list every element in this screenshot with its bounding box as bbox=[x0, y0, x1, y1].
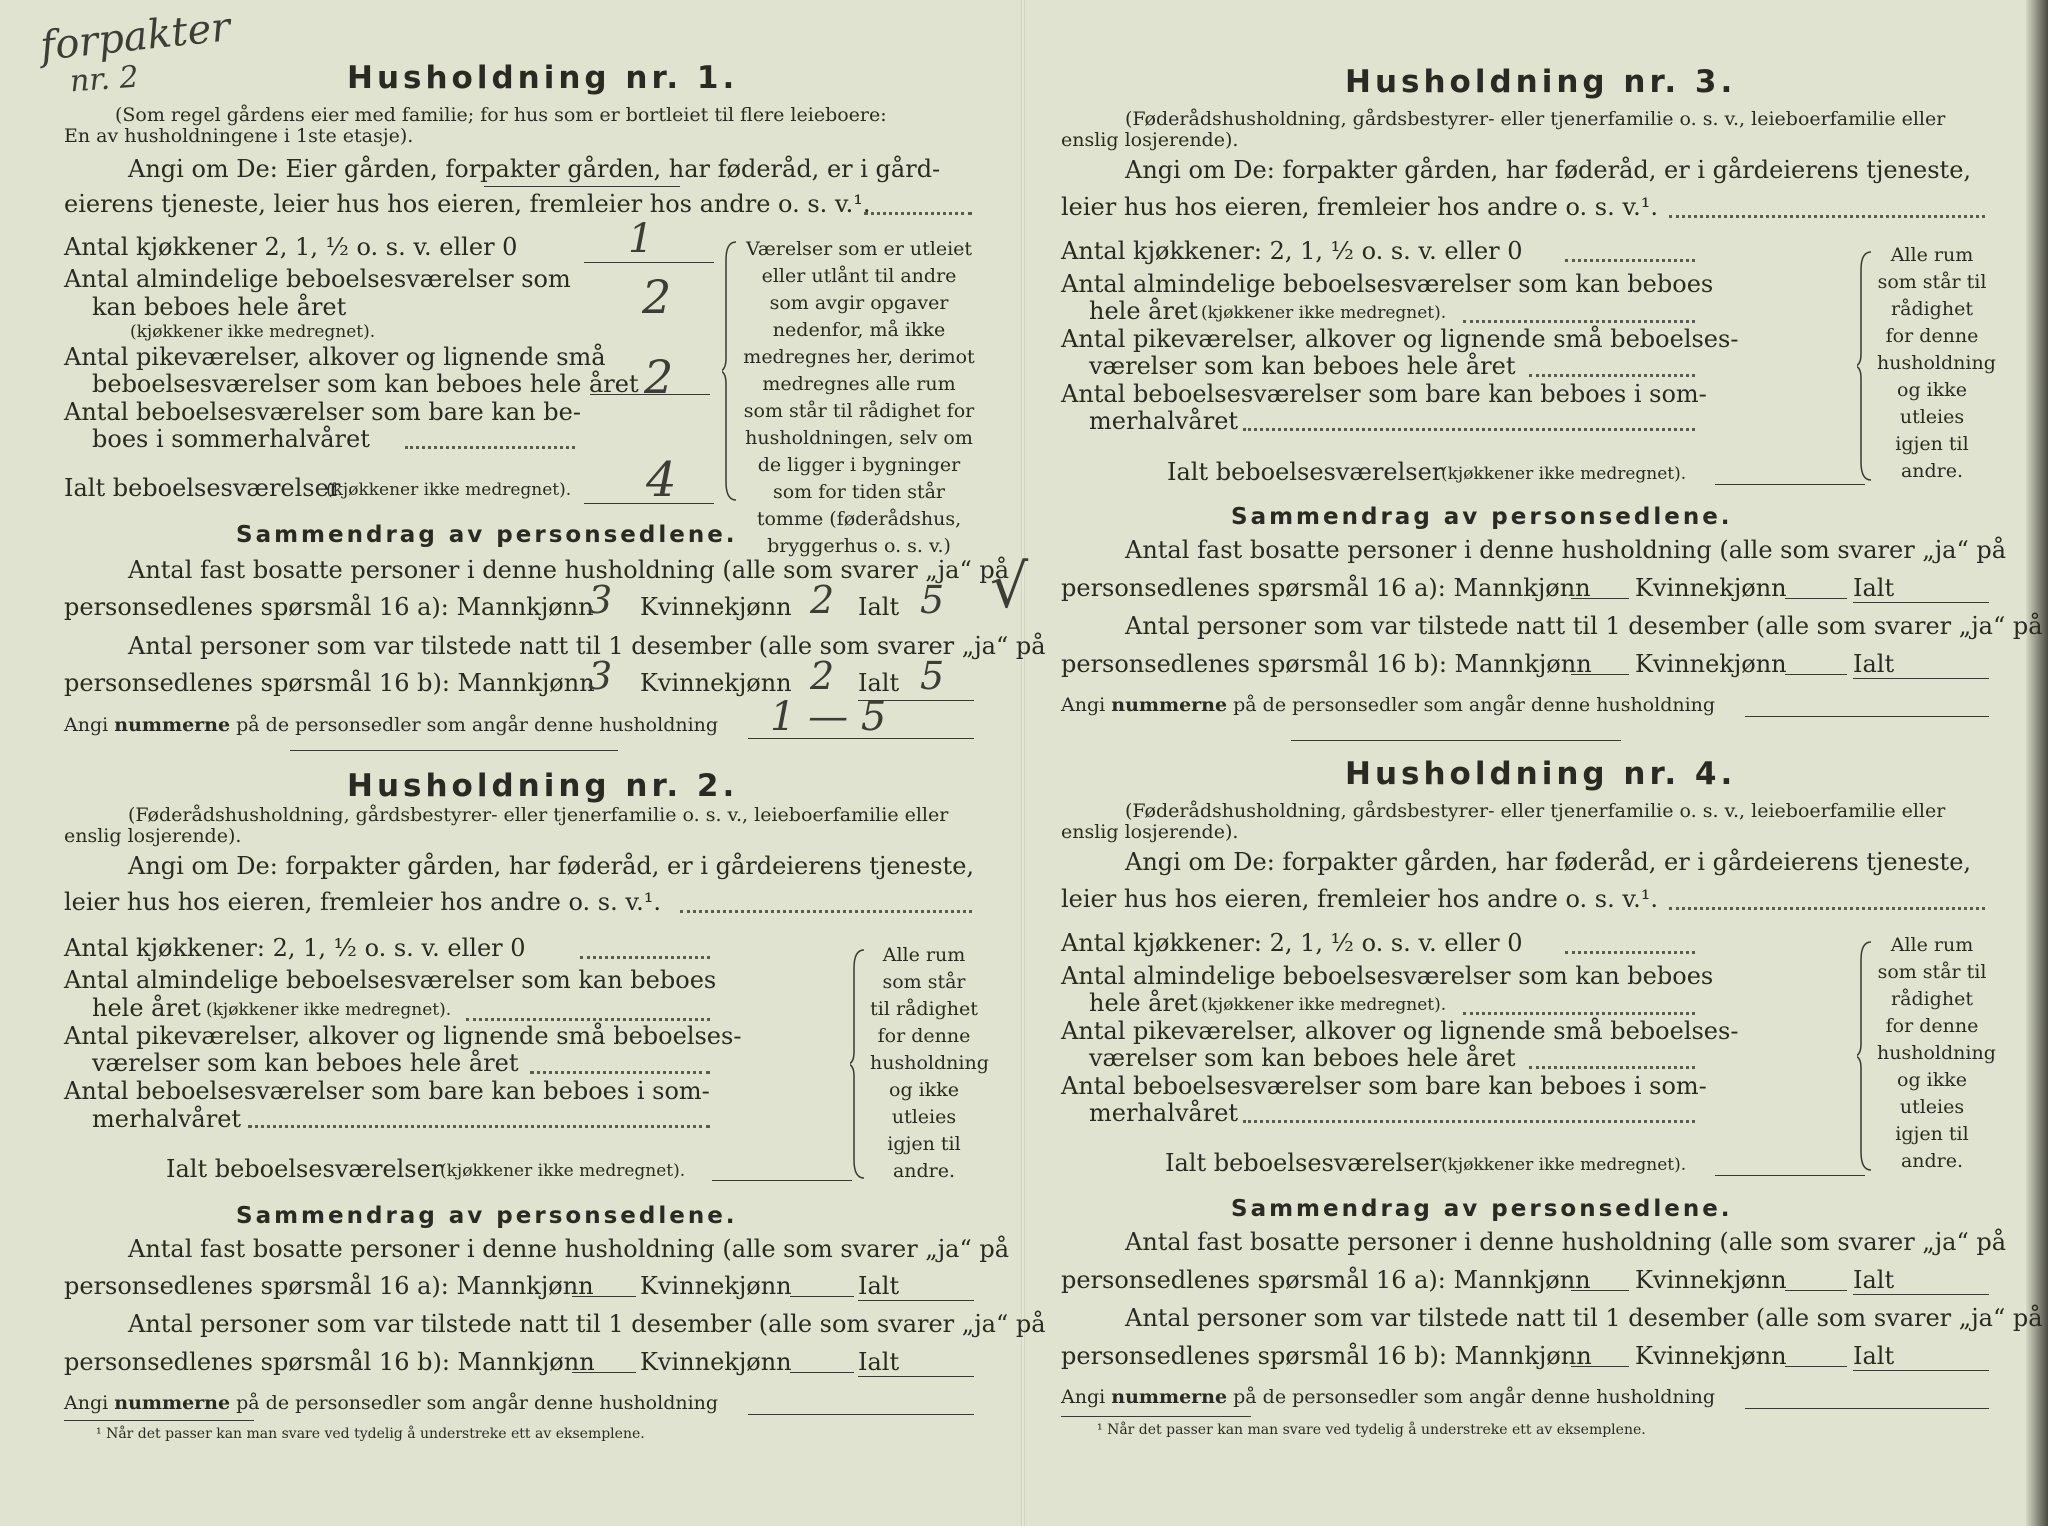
h3-pike-fill bbox=[1529, 374, 1695, 377]
h3-title: Husholdning nr. 3. bbox=[1345, 64, 1737, 100]
corner-handwritten-note: forpakter bbox=[38, 4, 233, 70]
h4-ialt-label: Ialt beboelsesværelser bbox=[1165, 1149, 1442, 1177]
h2-sommer-fill bbox=[248, 1125, 710, 1128]
footnote-left: ¹ Når det passer kan man svare ved tydelig å understreke ett av eksemplene. bbox=[96, 1426, 645, 1442]
h4-pike-label-2: værelser som kan beboes hele året bbox=[1089, 1044, 1516, 1072]
h1-16b-kvinne-label: Kvinnekjønn bbox=[640, 669, 792, 697]
h2-16b-kvinne-field[interactable] bbox=[790, 1372, 854, 1373]
h4-beboelse-fill bbox=[1463, 1012, 1695, 1015]
h2-pike-label-2: værelser som kan beboes hele året bbox=[92, 1049, 519, 1077]
h3-beboelse-note: (kjøkkener ikke medregnet). bbox=[1201, 303, 1447, 323]
h3-kjokken-fill bbox=[1565, 259, 1695, 262]
h3-kjokken-label: Antal kjøkkener: 2, 1, ½ o. s. v. eller 0 bbox=[1061, 237, 1523, 265]
h4-16b-kvinne-field[interactable] bbox=[1785, 1366, 1847, 1367]
h3-16b-mann-field[interactable] bbox=[1571, 674, 1629, 675]
h3-sammendrag-title: Sammendrag av personsedlene. bbox=[1231, 504, 1733, 530]
h1-subtitle-1: (Som regel gårdens eier med familie; for hus som er bortleiet til flere leieboere: bbox=[115, 104, 887, 126]
h1-tilstede-line-2: personsedlenes spørsmål 16 b): Mannkjønn bbox=[64, 669, 595, 697]
h3-section-divider bbox=[1291, 740, 1621, 741]
h2-angi-fill bbox=[680, 910, 972, 913]
h1-kjokken-value: 1 bbox=[628, 216, 654, 262]
h3-sommer-label-1: Antal beboelsesværelser som bare kan beboes i som- bbox=[1061, 380, 1707, 408]
h1-16b-mann-value: 3 bbox=[588, 654, 613, 698]
h4-beboelse-note: (kjøkkener ikke medregnet). bbox=[1201, 995, 1447, 1015]
h2-subtitle-2: enslig losjerende). bbox=[64, 825, 242, 847]
h4-fast-line-2: personsedlenes spørsmål 16 a): Mannkjønn bbox=[1061, 1266, 1591, 1294]
h1-beboelse-label-2: kan beboes hele året bbox=[92, 293, 347, 321]
h2-brace bbox=[850, 948, 870, 1180]
h4-16b-ialt-field[interactable] bbox=[1853, 1370, 1989, 1371]
h2-tilstede-line-1: Antal personer som var tilstede natt til 1 desember (alle som svarer „ja“ på bbox=[128, 1310, 1046, 1338]
h1-subtitle-2: En av husholdningene i 1ste etasje). bbox=[64, 125, 414, 147]
h2-ialt-rule bbox=[712, 1180, 852, 1181]
h1-kjokken-rule bbox=[584, 262, 714, 263]
h3-sommer-fill bbox=[1243, 428, 1695, 431]
h2-ialt-note: (kjøkkener ikke medregnet). bbox=[440, 1161, 686, 1181]
h2-pike-label-1: Antal pikeværelser, alkover og lignende små beboelses- bbox=[64, 1022, 742, 1050]
h1-16a-kvinne-value: 2 bbox=[810, 578, 835, 622]
h1-beboelse-label-1: Antal almindelige beboelsesværelser som bbox=[64, 265, 571, 293]
h1-beboelse-value: 2 bbox=[642, 270, 672, 324]
h4-sommer-label-1: Antal beboelsesværelser som bare kan beboes i som- bbox=[1061, 1072, 1707, 1100]
h1-pike-label-1: Antal pikeværelser, alkover og lignende små bbox=[64, 343, 606, 371]
h4-16a-ialt-field[interactable] bbox=[1853, 1294, 1989, 1295]
h1-sommer-label-1: Antal beboelsesværelser som bare kan be- bbox=[64, 398, 581, 426]
h1-pike-label-2: beboelsesværelser som kan beboes hele året bbox=[92, 370, 639, 398]
h3-16b-kvinne-field[interactable] bbox=[1785, 674, 1847, 675]
h3-pike-label-1: Antal pikeværelser, alkover og lignende små beboelses- bbox=[1061, 325, 1739, 353]
h3-ialt-note: (kjøkkener ikke medregnet). bbox=[1441, 464, 1687, 484]
h1-side-note: Værelser som er utleiet eller utlånt til andre som avgir opgaver nedenfor, må ikke medregnes her, derimot medregnes alle rum som står til rådighet for husholdningen, selv om de ligger i bygninger som for tiden står tomme (føderådshus, bryggerhus o. s. v.) bbox=[743, 238, 975, 557]
h3-subtitle-1: (Føderådshusholdning, gårdsbestyrer- eller tjenerfamilie o. s. v., leieboerfamilie eller bbox=[1125, 108, 1946, 130]
h4-side-note: Alle rum som står til rådighet for denne husholdning og ikke utleies igjen til andre. bbox=[1877, 934, 1996, 1172]
h3-16a-ialt-label: Ialt bbox=[1853, 574, 1895, 602]
h3-fast-line-2: personsedlenes spørsmål 16 a): Mannkjønn bbox=[1061, 574, 1591, 602]
h4-brace bbox=[1857, 940, 1877, 1172]
h1-16b-kvinne-value: 2 bbox=[810, 654, 835, 698]
h2-16a-mann-field[interactable] bbox=[572, 1296, 636, 1297]
h3-tilstede-line-1: Antal personer som var tilstede natt til 1 desember (alle som svarer „ja“ på bbox=[1125, 612, 2043, 640]
h2-ialt-label: Ialt beboelsesværelser bbox=[166, 1155, 443, 1183]
h3-16a-mann-field[interactable] bbox=[1571, 598, 1629, 599]
h1-angi-line-1: Angi om De: Eier gården, forpakter gården, har føderåd, er i gård- bbox=[128, 155, 941, 183]
h4-angi-fill bbox=[1669, 907, 1985, 910]
h4-kjokken-label: Antal kjøkkener: 2, 1, ½ o. s. v. eller 0 bbox=[1061, 929, 1523, 957]
h4-angi-line-1: Angi om De: forpakter gården, har føderåd, er i gårdeierens tjeneste, bbox=[1125, 848, 1972, 876]
h3-nummerne-line: Angi nummerne på de personsedler som angår denne husholdning bbox=[1061, 694, 1716, 716]
h3-subtitle-2: enslig losjerende). bbox=[1061, 129, 1239, 151]
h3-16a-kvinne-field[interactable] bbox=[1785, 598, 1847, 599]
h4-title: Husholdning nr. 4. bbox=[1345, 756, 1737, 792]
h4-nummerne-line: Angi nummerne på de personsedler som angår denne husholdning bbox=[1061, 1386, 1716, 1408]
h4-16a-mann-field[interactable] bbox=[1571, 1290, 1629, 1291]
h4-nummerne-field[interactable] bbox=[1745, 1408, 1989, 1409]
h3-nummerne-field[interactable] bbox=[1745, 716, 1989, 717]
h1-nummerne-line: Angi nummerne på de personsedler som angår denne husholdning bbox=[64, 714, 719, 736]
h2-fast-line-1: Antal fast bosatte personer i denne husholdning (alle som svarer „ja“ på bbox=[128, 1235, 1010, 1263]
h2-sammendrag-title: Sammendrag av personsedlene. bbox=[236, 1203, 738, 1229]
h4-angi-line-2: leier hus hos eieren, fremleier hos andre o. s. v.¹. bbox=[1061, 885, 1658, 913]
h1-brace bbox=[722, 240, 742, 502]
h1-pike-rule bbox=[590, 394, 710, 395]
h1-16a-ialt-label: Ialt bbox=[858, 593, 900, 621]
h1-fast-line-1: Antal fast bosatte personer i denne husholdning (alle som svarer „ja“ på bbox=[128, 556, 1010, 584]
h2-nummerne-line: Angi nummerne på de personsedler som angår denne husholdning bbox=[64, 1392, 719, 1414]
h2-kjokken-label: Antal kjøkkener: 2, 1, ½ o. s. v. eller 0 bbox=[64, 934, 526, 962]
h3-angi-line-1: Angi om De: forpakter gården, har føderåd, er i gårdeierens tjeneste, bbox=[1125, 156, 1972, 184]
h3-16a-kvinne-label: Kvinnekjønn bbox=[1635, 574, 1787, 602]
h2-kjokken-fill bbox=[580, 956, 710, 959]
h2-16a-kvinne-field[interactable] bbox=[790, 1296, 854, 1297]
h4-16a-kvinne-label: Kvinnekjønn bbox=[1635, 1266, 1787, 1294]
h4-beboelse-label-1: Antal almindelige beboelsesværelser som kan beboes bbox=[1061, 962, 1714, 990]
h3-pike-label-2: værelser som kan beboes hele året bbox=[1089, 352, 1516, 380]
h4-subtitle-1: (Føderådshusholdning, gårdsbestyrer- eller tjenerfamilie o. s. v., leieboerfamilie eller bbox=[1125, 800, 1946, 822]
h2-beboelse-label-2: hele året bbox=[92, 994, 201, 1022]
h4-pike-fill bbox=[1529, 1066, 1695, 1069]
h4-tilstede-line-2: personsedlenes spørsmål 16 b): Mannkjønn bbox=[1061, 1342, 1592, 1370]
h4-ialt-note: (kjøkkener ikke medregnet). bbox=[1441, 1155, 1687, 1175]
h3-brace bbox=[1857, 250, 1877, 482]
h2-sommer-label-2: merhalvåret bbox=[92, 1105, 242, 1133]
h2-16b-ialt-label: Ialt bbox=[858, 1348, 900, 1376]
h4-16a-kvinne-field[interactable] bbox=[1785, 1290, 1847, 1291]
h3-16a-ialt-field[interactable] bbox=[1853, 602, 1989, 603]
h1-title: Husholdning nr. 1. bbox=[347, 60, 739, 96]
h1-pike-value: 2 bbox=[644, 350, 674, 404]
h1-ialt-rule bbox=[584, 503, 714, 504]
h1-angi-line-2: eierens tjeneste, leier hus hos eieren, fremleier hos andre o. s. v.¹. bbox=[64, 190, 871, 218]
h2-16b-mann-field[interactable] bbox=[572, 1372, 636, 1373]
h4-16b-mann-field[interactable] bbox=[1571, 1366, 1629, 1367]
h2-side-note: Alle rum som står til rådighet for denne husholdning og ikke utleies igjen til andre. bbox=[870, 944, 989, 1182]
h3-beboelse-fill bbox=[1463, 320, 1695, 323]
h1-16a-mann-value: 3 bbox=[588, 578, 613, 622]
h4-sommer-label-2: merhalvåret bbox=[1089, 1099, 1239, 1127]
h3-sommer-label-2: merhalvåret bbox=[1089, 407, 1239, 435]
h2-nummerne-field[interactable] bbox=[748, 1414, 974, 1415]
h2-subtitle-1: (Føderådshusholdning, gårdsbestyrer- eller tjenerfamilie o. s. v., leieboerfamilie eller bbox=[128, 804, 949, 826]
h1-angi-fill bbox=[864, 212, 972, 215]
h1-underline-forpakter bbox=[484, 186, 680, 187]
h3-angi-line-2: leier hus hos eieren, fremleier hos andre o. s. v.¹. bbox=[1061, 193, 1658, 221]
h1-section-divider bbox=[290, 750, 618, 751]
h1-sommer-fill bbox=[405, 446, 575, 449]
h2-16b-kvinne-label: Kvinnekjønn bbox=[640, 1348, 792, 1376]
footnote-right: ¹ Når det passer kan man svare ved tydelig å understreke ett av eksemplene. bbox=[1097, 1422, 1646, 1438]
h2-sommer-label-1: Antal beboelsesværelser som bare kan beboes i som- bbox=[64, 1077, 710, 1105]
h1-nummerne-value: 1 — 5 bbox=[770, 694, 887, 740]
h2-16a-kvinne-label: Kvinnekjønn bbox=[640, 1272, 792, 1300]
h4-ialt-rule bbox=[1715, 1175, 1865, 1176]
h1-ialt-label: Ialt beboelsesværelser bbox=[64, 474, 341, 502]
h4-pike-label-1: Antal pikeværelser, alkover og lignende små beboelses- bbox=[1061, 1017, 1739, 1045]
h1-16a-kvinne-label: Kvinnekjønn bbox=[640, 593, 792, 621]
h3-tilstede-line-2: personsedlenes spørsmål 16 b): Mannkjønn bbox=[1061, 650, 1592, 678]
h3-ialt-label: Ialt beboelsesværelser bbox=[1167, 458, 1444, 486]
h4-16b-kvinne-label: Kvinnekjønn bbox=[1635, 1342, 1787, 1370]
h1-16a-ialt-value: 5 bbox=[920, 578, 945, 622]
footnote-rule-right bbox=[1061, 1416, 1251, 1417]
h3-16b-kvinne-label: Kvinnekjønn bbox=[1635, 650, 1787, 678]
h2-angi-line-2: leier hus hos eieren, fremleier hos andre o. s. v.¹. bbox=[64, 888, 661, 916]
h1-ialt-note: (kjøkkener ikke medregnet). bbox=[326, 480, 572, 500]
h4-16a-ialt-label: Ialt bbox=[1853, 1266, 1895, 1294]
h4-beboelse-label-2: hele året bbox=[1089, 989, 1198, 1017]
h1-16b-ialt-value: 5 bbox=[920, 654, 945, 698]
h4-16b-ialt-label: Ialt bbox=[1853, 1342, 1895, 1370]
h1-kjokken-label: Antal kjøkkener 2, 1, ½ o. s. v. eller 0 bbox=[64, 233, 518, 261]
h1-beboelse-note: (kjøkkener ikke medregnet). bbox=[130, 322, 376, 342]
h4-fast-line-1: Antal fast bosatte personer i denne husholdning (alle som svarer „ja“ på bbox=[1125, 1228, 2007, 1256]
h3-side-note: Alle rum som står til rådighet for denne husholdning og ikke utleies igjen til andre. bbox=[1877, 244, 1996, 482]
h2-16a-ialt-label: Ialt bbox=[858, 1272, 900, 1300]
corner-handwritten-note-2: nr. 2 bbox=[68, 59, 140, 100]
h4-subtitle-2: enslig losjerende). bbox=[1061, 821, 1239, 843]
h3-16b-ialt-label: Ialt bbox=[1853, 650, 1895, 678]
right-page bbox=[1025, 0, 2043, 1526]
h2-beboelse-note: (kjøkkener ikke medregnet). bbox=[206, 1000, 452, 1020]
h2-beboelse-fill bbox=[466, 1018, 710, 1021]
h2-16a-ialt-field[interactable] bbox=[858, 1300, 974, 1301]
h3-angi-fill bbox=[1669, 215, 1985, 218]
h1-sammendrag-title: Sammendrag av personsedlene. bbox=[236, 522, 738, 548]
h1-checkmark: √ bbox=[990, 552, 1029, 622]
h2-tilstede-line-2: personsedlenes spørsmål 16 b): Mannkjønn bbox=[64, 1348, 595, 1376]
h1-ialt-value: 4 bbox=[646, 452, 677, 508]
h3-beboelse-label-1: Antal almindelige beboelsesværelser som kan beboes bbox=[1061, 270, 1714, 298]
h2-angi-line-1: Angi om De: forpakter gården, har føderåd, er i gårdeierens tjeneste, bbox=[128, 852, 975, 880]
h4-tilstede-line-1: Antal personer som var tilstede natt til 1 desember (alle som svarer „ja“ på bbox=[1125, 1304, 2043, 1332]
scan-edge bbox=[2026, 0, 2048, 1526]
h4-sommer-fill bbox=[1243, 1120, 1695, 1123]
footnote-rule-left bbox=[64, 1420, 254, 1421]
h2-beboelse-label-1: Antal almindelige beboelsesværelser som kan beboes bbox=[64, 966, 717, 994]
h1-nummerne-rule bbox=[748, 738, 974, 739]
h2-title: Husholdning nr. 2. bbox=[347, 768, 739, 804]
h3-fast-line-1: Antal fast bosatte personer i denne husholdning (alle som svarer „ja“ på bbox=[1125, 536, 2007, 564]
h4-kjokken-fill bbox=[1565, 951, 1695, 954]
h2-pike-fill bbox=[530, 1071, 710, 1074]
h1-tilstede-line-1: Antal personer som var tilstede natt til 1 desember (alle som svarer „ja“ på bbox=[128, 632, 1046, 660]
h3-ialt-rule bbox=[1715, 484, 1865, 485]
h3-beboelse-label-2: hele året bbox=[1089, 297, 1198, 325]
h1-fast-line-2: personsedlenes spørsmål 16 a): Mannkjønn bbox=[64, 593, 594, 621]
h3-16b-ialt-field[interactable] bbox=[1853, 678, 1989, 679]
h4-sammendrag-title: Sammendrag av personsedlene. bbox=[1231, 1196, 1733, 1222]
h1-sommer-label-2: boes i sommerhalvåret bbox=[92, 425, 370, 453]
h1-16b-ialt-label: Ialt bbox=[858, 669, 900, 697]
h2-fast-line-2: personsedlenes spørsmål 16 a): Mannkjønn bbox=[64, 1272, 594, 1300]
h2-16b-ialt-field[interactable] bbox=[858, 1376, 974, 1377]
